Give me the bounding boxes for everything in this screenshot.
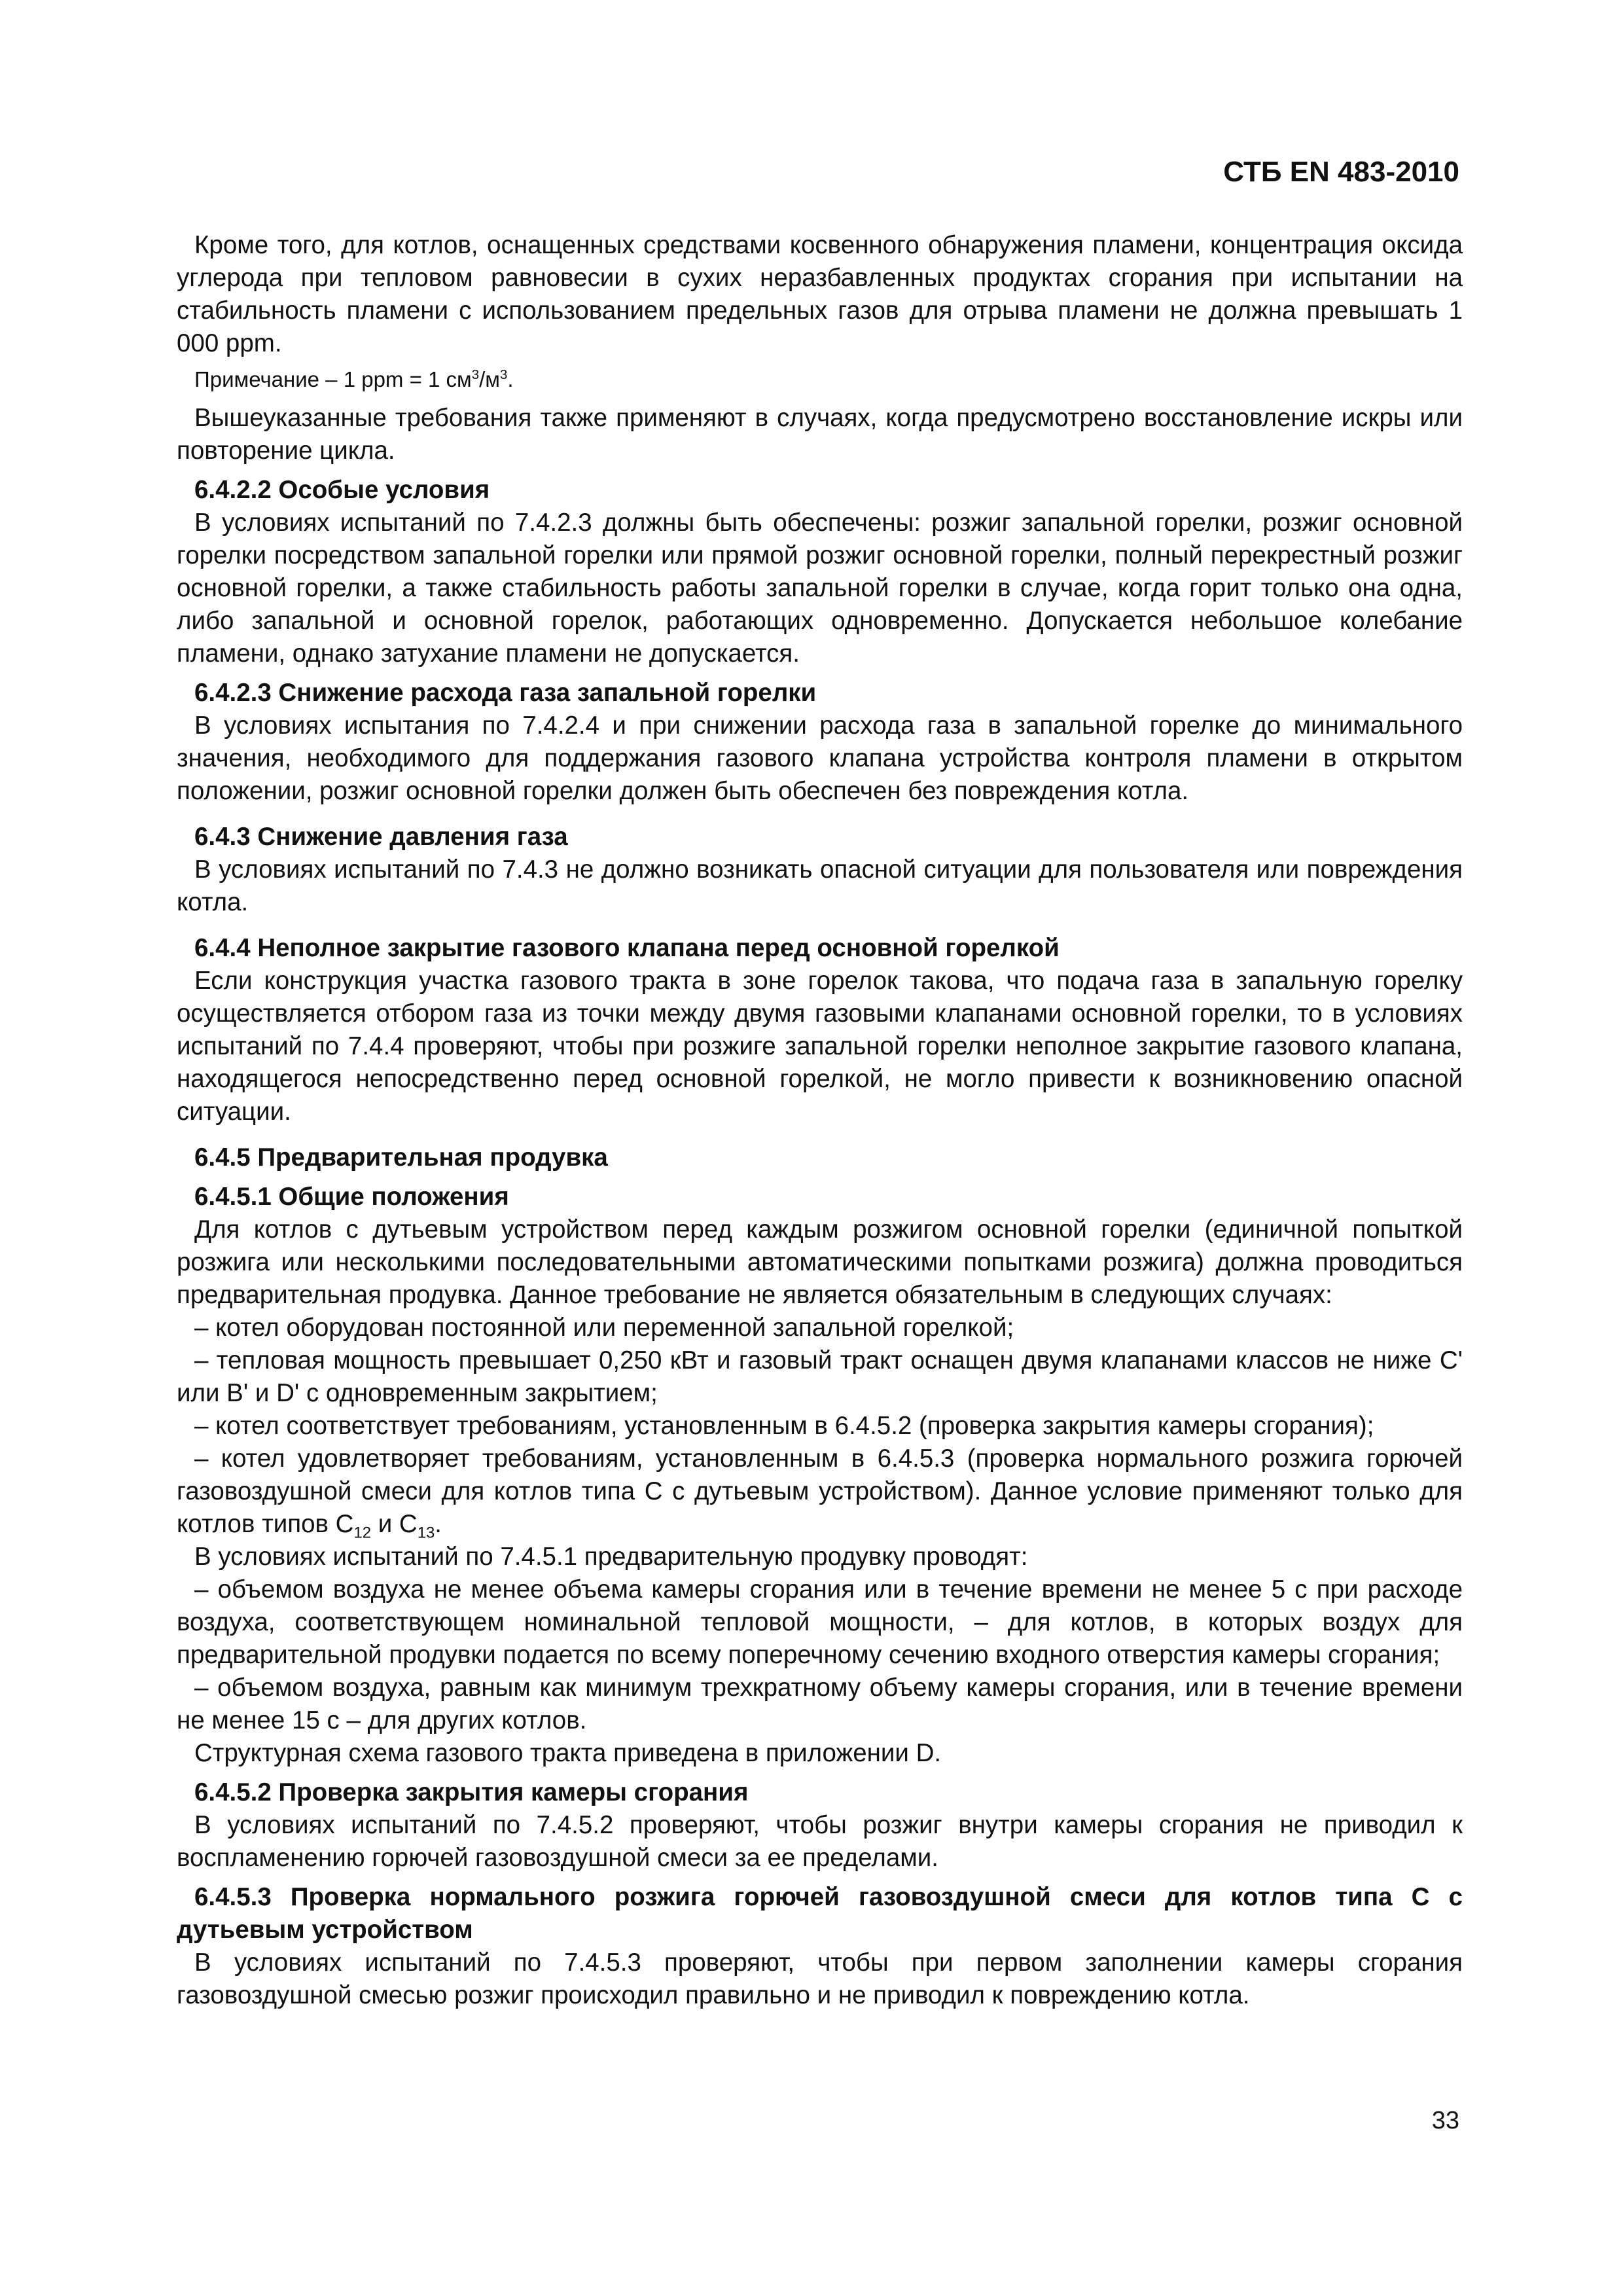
subscript: 12 <box>353 1524 371 1542</box>
note-text: Примечание – 1 ppm = 1 см <box>194 367 472 391</box>
paragraph: В условиях испытаний по 7.4.5.1 предварительную продувку проводят: <box>194 1543 1028 1571</box>
list-item: – котел соответствует требованиям, установленным в 6.4.5.2 (проверка закрытия камеры сгорания); <box>194 1412 1374 1440</box>
section-heading: 6.4.2.2 Особые условия <box>194 476 490 504</box>
paragraph: В условиях испытаний по 7.4.5.2 проверяют, чтобы розжиг внутри камеры сгорания не приводил к воспламенению горючей газовоздушной смеси за ее пределами. <box>177 1811 1463 1872</box>
section-heading: 6.4.5.2 Проверка закрытия камеры сгорания <box>194 1778 749 1806</box>
section-heading: 6.4.5 Предварительная продувка <box>194 1143 608 1172</box>
paragraph: В условиях испытаний по 7.4.3 не должно возникать опасной ситуации для пользователя или повреждения котла. <box>177 855 1463 916</box>
list-item-text: . <box>435 1510 442 1538</box>
paragraph: В условиях испытания по 7.4.2.4 и при снижении расхода газа в запальной горелке до минимального значения, необходимого для поддержания газового клапана устройства контроля пламени в открытом положении, розжиг основной горелки должен быть обеспечен без повреждения котла. <box>177 711 1463 805</box>
page-number: 33 <box>1431 2107 1459 2134</box>
note-superscript: 3 <box>499 367 508 382</box>
section-heading: 6.4.5.1 Общие положения <box>194 1183 509 1211</box>
paragraph: Для котлов с дутьевым устройством перед каждым розжигом основной горелки (единичной попыткой розжига или несколькими последовательными автоматическими попытками розжига) должна проводиться предварительная продувка. Данное требование не является обязательным в следующих случаях: <box>177 1215 1463 1309</box>
document-code: СТБ EN 483-2010 <box>1223 156 1459 188</box>
section-heading: 6.4.4 Неполное закрытие газового клапана перед основной горелкой <box>194 934 1060 962</box>
note-superscript: 3 <box>471 367 480 382</box>
paragraph: Вышеуказанные требования также применяют в случаях, когда предусмотрено восстановление искры или повторение цикла. <box>177 404 1463 465</box>
section-heading: 6.4.2.3 Снижение расхода газа запальной горелки <box>194 679 817 707</box>
list-item-text: – котел удовлетворяет требованиям, установленным в 6.4.5.3 (проверка нормального розжига горючей газовоздушной смеси для котлов типа С с дутьевым устройством). Данное условие применяют только для котлов типов C <box>177 1444 1463 1538</box>
list-item: – объемом воздуха, равным как минимум трехкратному объему камеры сгорания, или в течение времени не менее 15 с – для других котлов. <box>177 1674 1463 1734</box>
paragraph: В условиях испытаний по 7.4.2.3 должны быть обеспечены: розжиг запальной горелки, розжиг основной горелки посредством запальной горелки или прямой розжиг основной горелки, полный перекрестный розжиг основной горелки, а также стабильность работы запальной горелки в случае, когда горит только она одна, либо запальной и основной горелок, работающих одновременно. Допускается небольшое колебание пламени, однако затухание пламени не допускается. <box>177 509 1463 668</box>
list-item: – котел оборудован постоянной или переменной запальной горелкой; <box>194 1314 1014 1342</box>
note-text: /м <box>479 367 500 391</box>
page-content <box>177 229 1463 2012</box>
list-item <box>177 1443 1463 1541</box>
list-item: – тепловая мощность превышает 0,250 кВт и газовый тракт оснащен двумя клапанами классов не ниже C' или B' и D' с одновременным закрытием; <box>177 1346 1463 1407</box>
section-heading: 6.4.5.3 Проверка нормального розжига горючей газовоздушной смеси для котлов типа С с дутьевым устройством <box>177 1883 1463 1944</box>
section-heading: 6.4.3 Снижение давления газа <box>194 823 568 851</box>
subscript: 13 <box>417 1524 435 1542</box>
paragraph: Структурная схема газового тракта приведена в приложении D. <box>194 1739 942 1767</box>
list-item: – объемом воздуха не менее объема камеры сгорания или в течение времени не менее 5 с при расходе воздуха, соответствующем номинальной тепловой мощности, – для котлов, в которых воздух для предварительной продувки подается по всему поперечному сечению входного отверстия камеры сгорания; <box>177 1575 1463 1669</box>
paragraph: Кроме того, для котлов, оснащенных средствами косвенного обнаружения пламени, концентрация оксида углерода при тепловом равновесии в сухих неразбавленных продуктах сгорания при испытании на стабильность пламени с использованием предельных газов для отрыва пламени не должна превышать 1 000 ppm. <box>177 231 1463 357</box>
paragraph: Если конструкция участка газового тракта в зоне горелок такова, что подача газа в запальную горелку осуществляется отбором газа из точки между двумя газовыми клапанами основной горелки, то в условиях испытаний по 7.4.4 проверяют, чтобы при розжиге запальной горелки неполное закрытие газового клапана, находящегося непосредственно перед основной горелкой, не могло привести к возникновению опасной ситуации. <box>177 967 1463 1126</box>
list-item-text: и C <box>371 1510 418 1538</box>
note <box>177 364 1463 395</box>
note-text: . <box>507 367 514 391</box>
paragraph: В условиях испытаний по 7.4.5.3 проверяют, чтобы при первом заполнении камеры сгорания газовоздушной смесью розжиг происходил правильно и не приводил к повреждению котла. <box>177 1948 1463 2009</box>
